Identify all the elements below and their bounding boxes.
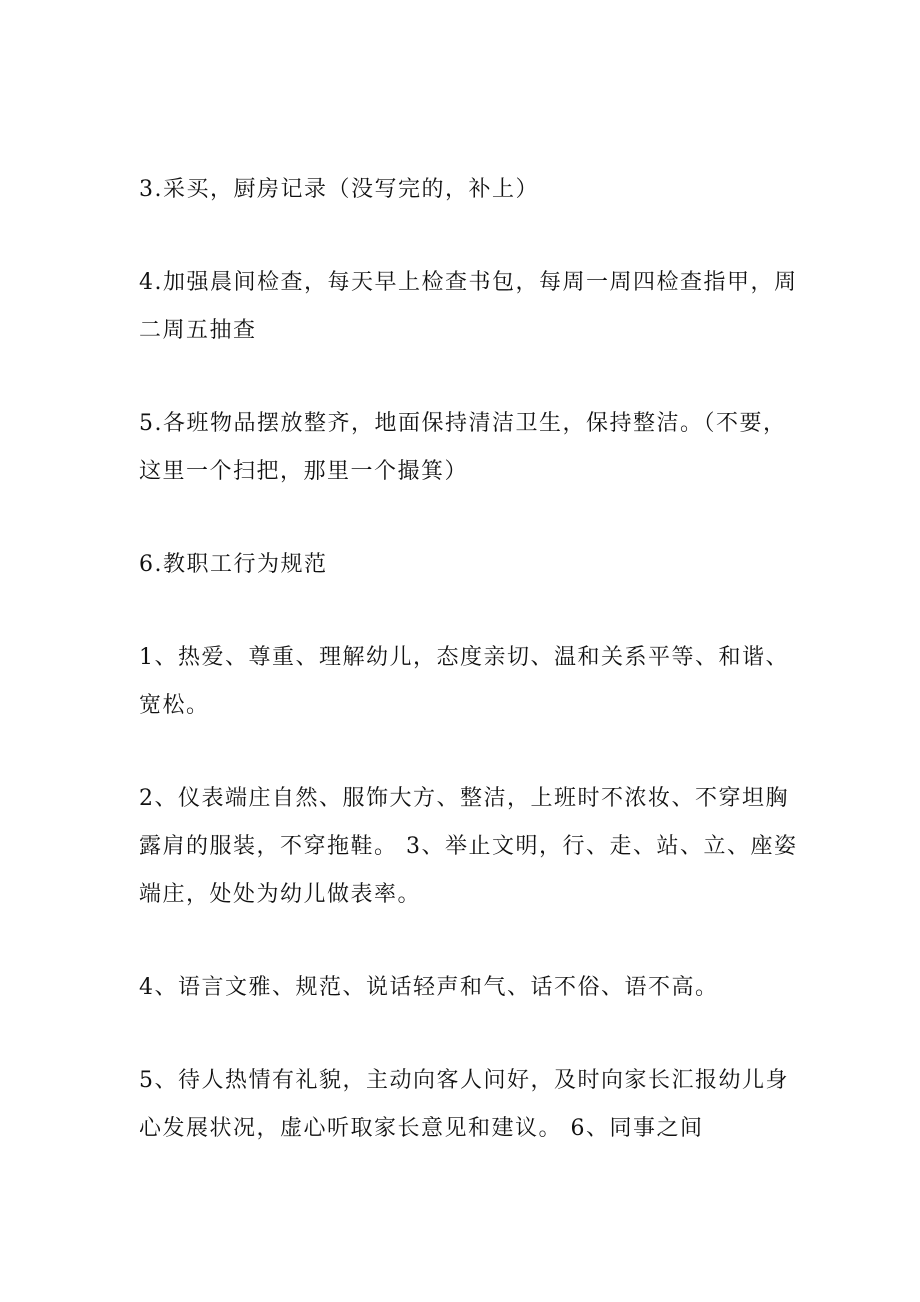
paragraph-rule-4: 4、语言文雅、规范、说话轻声和气、话不俗、语不高。: [139, 975, 719, 1000]
paragraph-class-tidiness: 5.各班物品摆放整齐，地面保持清洁卫生，保持整洁。（不要，这里一个扫把，那里一个撮箕）: [139, 411, 787, 484]
paragraph-staff-conduct-heading: 6.教职工行为规范: [139, 552, 328, 577]
document-body: [139, 166, 799, 1153]
paragraph-rule-1: 1、热爱、尊重、理解幼儿，态度亲切、温和关系平等、和谐、宽松。: [139, 645, 789, 718]
paragraph-rule-2-3: 2、仪表端庄自然、服饰大方、整洁，上班时不浓妆、不穿坦胸露肩的服装，不穿拖鞋。 3、举止文明，行、走、站、立、座姿端庄，处处为幼儿做表率。: [139, 786, 798, 907]
paragraph-rule-5-6: 5、待人热情有礼貌，主动向客人问好，及时向家长汇报幼儿身心发展状况，虚心听取家长意见和建议。 6、同事之间: [139, 1068, 789, 1141]
paragraph-purchasing-records: 3.采买，厨房记录（没写完的，补上）: [139, 177, 539, 202]
paragraph-morning-check: 4.加强晨间检查，每天早上检查书包，每周一周四检查指甲，周二周五抽查: [139, 270, 798, 343]
